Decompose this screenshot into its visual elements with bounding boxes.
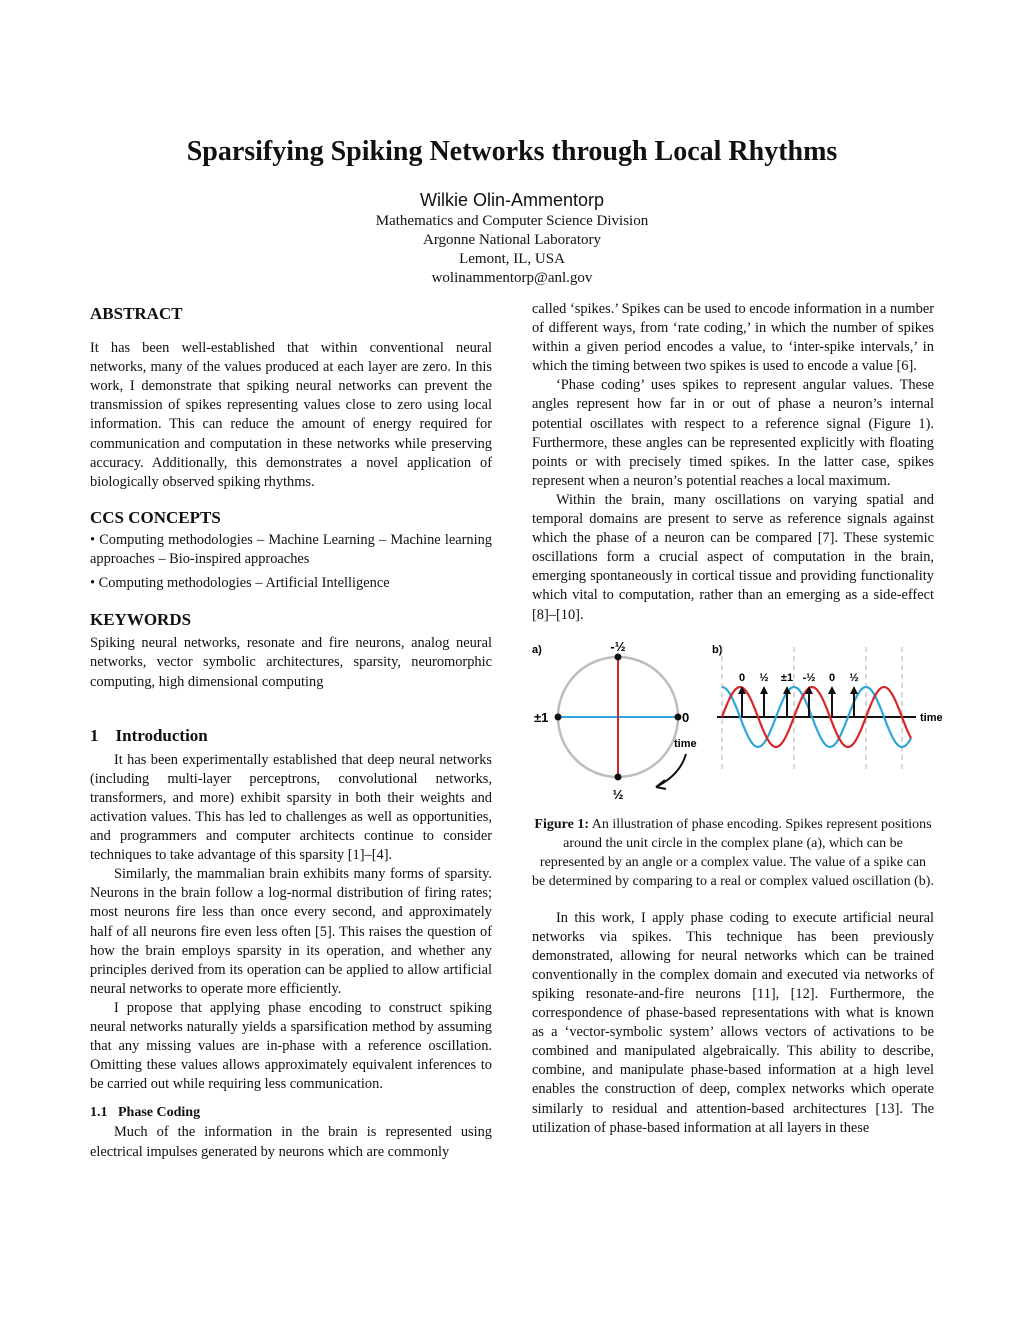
body-paragraph: In this work, I apply phase coding to execute artificial neural networks via spikes. This technique has been previously demonstrated, allowing for neural networks which can be trained conventionally in the complex domain and executed via networks of spiking resonate-and-fire neurons [11], [12]. Furthermore, the correspondence of phase-based representations with what is known as a ‘vector-symbolic system’ allows vectors of activations to be combined and manipulated algebraically. This ability to describe, combine, and manipulate phase-based information at a high level enables the construction of deep, complex networks which operate similarly to residual and attention-based architectures [13]. The utilization of phase-based information at all layers in these [532,909,934,1136]
intro-paragraph: It has been experimentally established that deep neural networks (including multi-layer perceptrons, convolutional networks, transformers, and more) exhibit sparsity in both their weights and activation values. This has led to challenges as well as opportunities, and programmers and computer architects continue to consider techniques to take advantage of this sparsity [1]–[4]. [90,751,492,864]
panel-a-label: a) [532,643,542,656]
figure-1 [532,638,943,811]
keywords-heading: KEYWORDS [90,610,192,630]
label-top: -½ [610,638,626,654]
period-markers [722,647,902,769]
spike-label: ½ [849,671,859,684]
left-column [90,300,492,1162]
point-top [615,653,622,660]
spike-arrowhead [760,686,768,694]
point-bottom [615,773,622,780]
label-right: 0 [682,709,690,725]
figure-1-graphic [532,638,943,811]
panel-b-label: b) [712,643,723,656]
ccs-item: • Computing methodologies – Artificial Intelligence [90,575,390,592]
intro-paragraph: Similarly, the mammalian brain exhibits many forms of sparsity. Neurons in the brain follow a log-normal distribution of firing rates; most neurons fire less than once every second, and approximately half of all neurons fire even less often [5]. This raises the question of how the brain employs sparsity in its operation, and whether any principles derived from its operation can be applied to allow artificial neural networks to operate more efficiently. [90,866,492,997]
spike-label: -½ [802,671,816,684]
spike-label: ±1 [780,671,794,684]
intro-heading: 1 Introduction [90,725,208,745]
point-left [555,713,562,720]
keywords-text: Spiking neural networks, resonate and fire neurons, analog neural networks, vector symbolic architectures, sparsity, neuromorphic computing, high dimensional computing [90,635,492,690]
spike-arrowhead [828,686,836,694]
author-email: wolinammentorp@anl.gov [431,270,593,286]
label-time-b: time [920,711,943,724]
label-bottom: ½ [612,786,624,802]
author-lab: Argonne National Laboratory [422,232,601,248]
author-block [0,188,1024,288]
right-column [532,300,943,1138]
ccs-item: • Computing methodologies – Machine Learning – Machine learning approaches – Bio-inspired approaches [90,531,492,568]
body-paragraph: Within the brain, many oscillations on varying spatial and temporal domains are present to serve as reference signals against which the phase of a neuron can be compared [7]. These systemic oscillations form a crucial aspect of computation in the brain, emerging spontaneously in cortical tissue and providing functionality which vital to computation, rather than an emerging as a side-effect [8]–[10]. [532,491,934,623]
point-right [675,713,682,720]
author-location: Lemont, IL, USA [459,251,565,267]
spike-arrowhead [850,686,858,694]
phase-coding-paragraph: Much of the information in the brain is represented using electrical impulses generated by neurons which are commonly [90,1124,492,1160]
abstract-heading: ABSTRACT [90,304,183,323]
caption-label: Figure 1: [534,816,589,832]
spike-label: 0 [738,671,746,684]
author-division: Mathematics and Computer Science Division [375,213,649,229]
label-left: ±1 [534,709,549,725]
figure-caption [532,815,934,891]
body-paragraph: called ‘spikes.’ Spikes can be used to encode information in a number of different ways, from ‘rate coding,’ in which the number of spikes within a given period encodes a value, to ‘inter-spike intervals,’ in which the timing between two spikes is used to encode a value [6]. [532,301,934,375]
ccs-heading: CCS CONCEPTS [90,507,221,527]
intro-paragraph: I propose that applying phase encoding to construct spiking neural networks naturally yields a sparsification method by assuming that any missing values are in-phase with a reference oscillation. Omitting these values allows approximately equivalent inferences to be carried out while requiring less communication. [90,999,492,1093]
paper-title: Sparsifying Spiking Networks through Local Rhythms [186,136,838,167]
phase-coding-heading: 1.1 Phase Coding [90,1105,201,1121]
spike-label: 0 [828,671,836,684]
body-paragraph: ‘Phase coding’ uses spikes to represent angular values. These angles represent how far in or out of phase a neuron’s internal potential oscillates with respect to a reference signal (Figure 1). Furthermore, these angles can be represented explicitly with floating points or with precisely timed spikes. In the latter case, spikes represent when a neuron’s potential reaches a local maximum. [532,377,934,489]
abstract-text: It has been well-established that within conventional neural networks, many of the values produced at each layer are zero. In this work, I demonstrate that spiking neural networks can prevent the transmission of spikes representing values close to zero using local information. This can reduce the amount of energy required for communication and computation in these networks while preserving accuracy. Additionally, this demonstrates a novel application of biologically observed spiking rhythms. [90,340,492,490]
label-time-a: time [674,737,697,750]
spike-label: ½ [759,671,769,684]
caption-text: An illustration of phase encoding. Spikes represent positions around the unit circle in the complex plane (a), which can be represented by an angle or a complex value. The value of a spike can be determined by comparing to a real or complex valued oscillation (b). [532,816,934,889]
author-name: Wilkie Olin-Ammentorp [419,190,605,210]
